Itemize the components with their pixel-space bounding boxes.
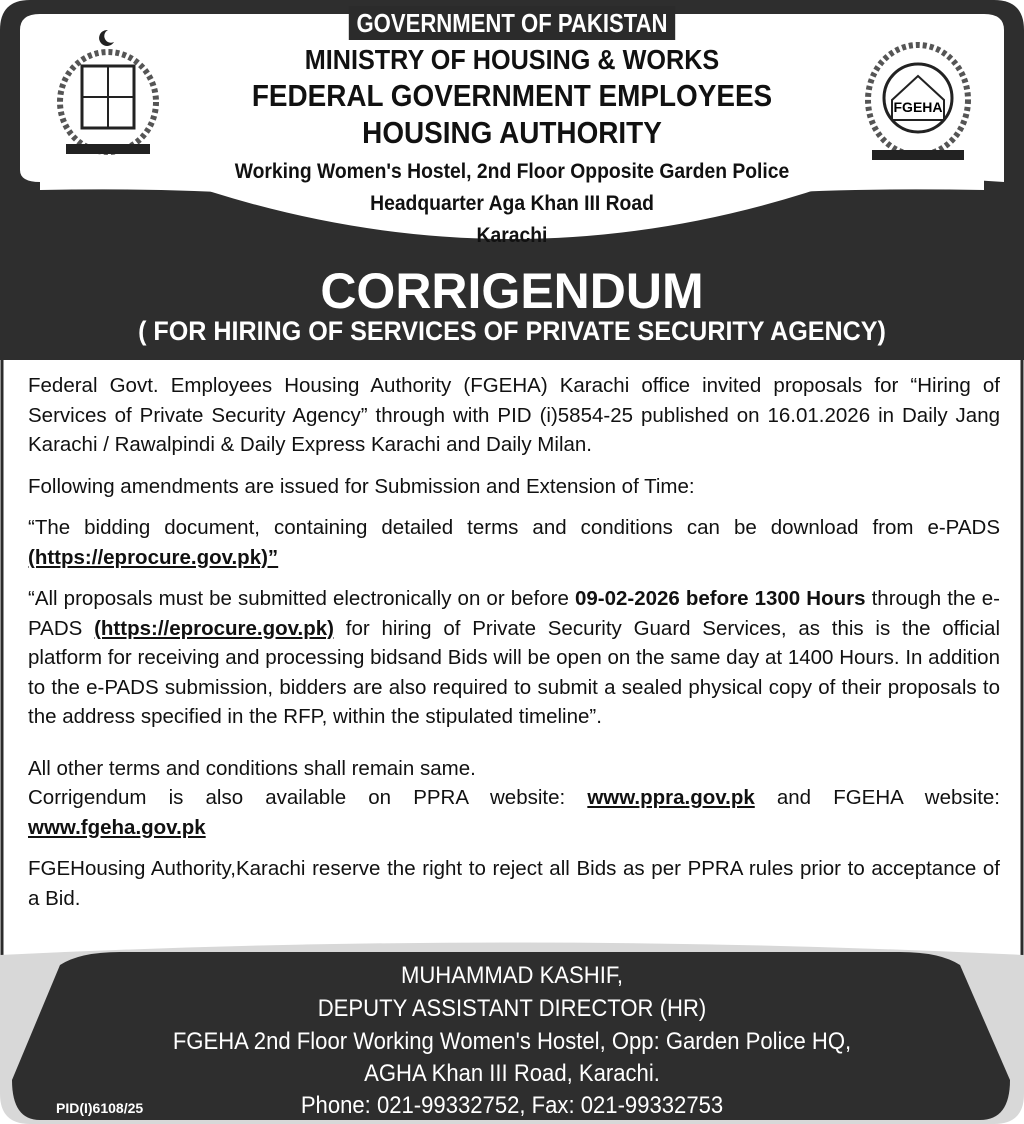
eprocure-link[interactable]: (https://eprocure.gov.pk)” <box>28 545 279 569</box>
paragraph-terms: All other terms and conditions shall remain same. <box>28 756 476 780</box>
address-line1: Working Women's Hostel, 2nd Floor Opposite Garden Police <box>234 160 790 183</box>
text: and FGEHA website: <box>754 786 1000 809</box>
paragraph-bidding-document <box>28 513 1000 572</box>
pid-number: PID(I)6108/25 <box>56 1100 144 1116</box>
paragraph-amendments: Following amendments are issued for Submission and Extension of Time: <box>28 474 695 498</box>
signatory-designation: DEPUTY ASSISTANT DIRECTOR (HR) <box>317 995 707 1022</box>
address-line2: Headquarter Aga Khan III Road <box>370 192 654 215</box>
corrigendum-title: CORRIGENDUM <box>320 263 704 319</box>
paragraph-intro: Federal Govt. Employees Housing Authority (FGEHA) Karachi office invited proposals for “Hiring of Services of Private Security Agency” through with PID (i)5854-25 published on 16.01.2026 in Daily Jang Karachi / Rawalpindi & Daily Express Karachi and Daily Milan. <box>28 374 1000 456</box>
fgeha-link[interactable]: www.fgeha.gov.pk <box>28 815 206 839</box>
signatory-name: MUHAMMAD KASHIF, <box>400 962 624 989</box>
footer-address-line2: AGHA Khan III Road, Karachi. <box>364 1060 660 1087</box>
authority-heading-line2: HOUSING AUTHORITY <box>362 115 662 150</box>
text: for hiring of Private Security Guard Services, as this is the official platform for receiving and processing bidsand Bids will be open on the same day at 1400 Hours. In addition to the e-PADS submission, bidders are also required to submit a sealed physical copy of their proposals to the address specified in the RFP, within the stipulated timeline”. <box>28 616 1000 728</box>
eprocure-link[interactable]: (https://eprocure.gov.pk) <box>94 616 334 640</box>
text: Corrigendum is also available on PPRA website: <box>28 786 588 809</box>
address-line3: Karachi <box>476 224 548 247</box>
corrigendum-subtitle: ( FOR HIRING OF SERVICES OF PRIVATE SECURITY AGENCY) <box>138 316 886 346</box>
deadline: 09-02-2026 before 1300 Hours <box>574 587 866 610</box>
text: through the e-PADS <box>28 587 1000 640</box>
text: “All proposals must be submitted electronically on or before <box>28 587 575 610</box>
text: “The bidding document, containing detailed terms and conditions can be download from e-PADS <box>28 516 1000 539</box>
footer-contact: Phone: 021-99332752, Fax: 021-99332753 <box>300 1092 724 1119</box>
government-label: GOVERNMENT OF PAKISTAN <box>349 6 675 40</box>
ppra-link[interactable]: www.ppra.gov.pk <box>587 786 755 809</box>
authority-heading-line1: FEDERAL GOVERNMENT EMPLOYEES <box>251 78 773 113</box>
notice-body <box>28 371 1000 925</box>
paragraph-submission <box>28 584 1000 732</box>
ministry-heading: MINISTRY OF HOUSING & WORKS <box>304 44 720 75</box>
paragraph-reserve-right: FGEHousing Authority,Karachi reserve the right to reject all Bids as per PPRA rules prior to acceptance of a Bid. <box>28 857 1000 910</box>
svg-text:FGEHA: FGEHA <box>893 99 943 115</box>
footer-address-line1: FGEHA 2nd Floor Working Women's Hostel, Opp: Garden Police HQ, <box>172 1028 852 1055</box>
paragraph-websites <box>28 783 1000 842</box>
